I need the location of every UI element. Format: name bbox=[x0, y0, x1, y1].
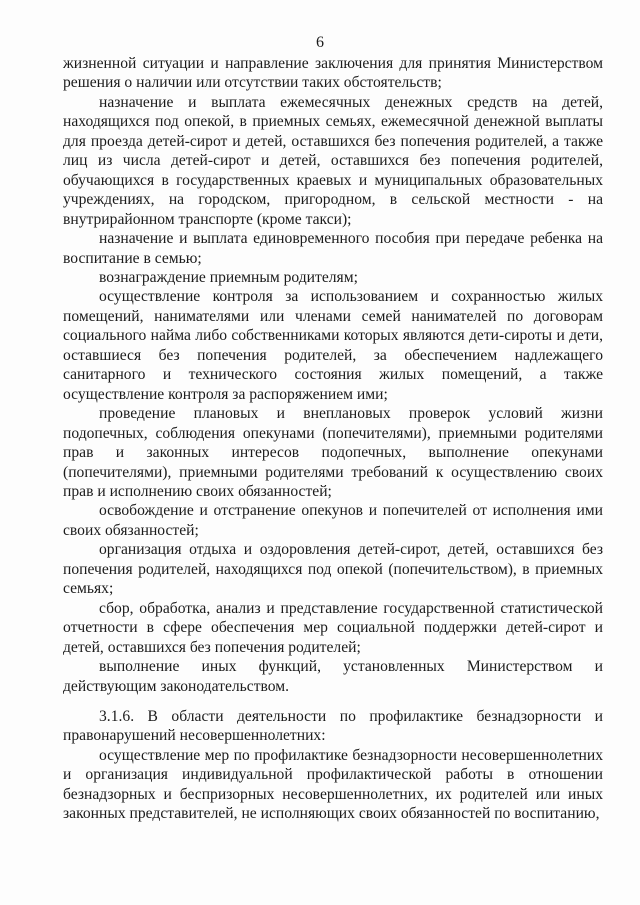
paragraph: сбор, обработка, анализ и представление государственной статистической отчетности в сфере обеспечения мер социальной поддержки детей-сирот и детей, оставшихся без попечения родителей; bbox=[63, 599, 603, 656]
paragraph: проведение плановых и внеплановых проверок условий жизни подопечных, соблюдения опекунами (попечителями), приемными родителями прав и законных интересов подопечных, выполнение опекунами (попечителями), приемными родителями требований к осуществлению своих прав и исполнению своих обязанностей; bbox=[63, 405, 603, 500]
paragraph: осуществление контроля за использованием и сохранностью жилых помещений, нанимателями или членами семей нанимателей по договорам социального найма либо собственниками которых являются дети-сироты и дети, оставшиеся без попечения родителей, за обеспечением надлежащего санитарного и технического состояния жилых помещений, а также осуществление контроля за распоряжением ими; bbox=[63, 288, 603, 403]
paragraph: назначение и выплата ежемесячных денежных средств на детей, находящихся под опекой, в приемных семьях, ежемесячной денежной выплаты для проезда детей-сирот и детей, оставшихся без попечения родителей, а также лиц из числа детей-сирот и детей, оставшихся без попечения родителей, обучающихся в государственных краевых и муниципальных образовательных учреждениях, на городском, пригородном, в сельской местности - на внутрирайонном транспорте (кроме такси); bbox=[63, 93, 603, 228]
paragraph: вознаграждение приемным родителям; bbox=[99, 268, 358, 286]
paragraph: освобождение и отстранение опекунов и попечителей от исполнения ими своих обязанностей; bbox=[63, 502, 603, 539]
document-body bbox=[63, 54, 603, 824]
paragraph: выполнение иных функций, установленных Министерством и действующим законодательством. bbox=[63, 658, 603, 695]
paragraph: жизненной ситуации и направление заключения для принятия Министерством решения о наличии или отсутствии таких обстоятельств; bbox=[63, 55, 603, 92]
paragraph: осуществление мер по профилактике безнадзорности несовершеннолетних и организация индивидуальной профилактической работы в отношении безнадзорных и беспризорных несовершеннолетних, их родителей или иных законных представителей, не исполняющих своих обязанностей по воспитанию, bbox=[63, 746, 603, 823]
paragraph: организация отдыха и оздоровления детей-сирот, детей, оставшихся без попечения родителей, находящихся под опекой (попечительством), в приемных семьях; bbox=[63, 541, 603, 598]
section-heading-paragraph: 3.1.6. В области деятельности по профилактике безнадзорности и правонарушений несовершеннолетних: bbox=[63, 707, 603, 745]
paragraph: назначение и выплата единовременного пособия при передаче ребенка на воспитание в семью; bbox=[63, 230, 603, 267]
page-number: 6 bbox=[316, 34, 324, 51]
